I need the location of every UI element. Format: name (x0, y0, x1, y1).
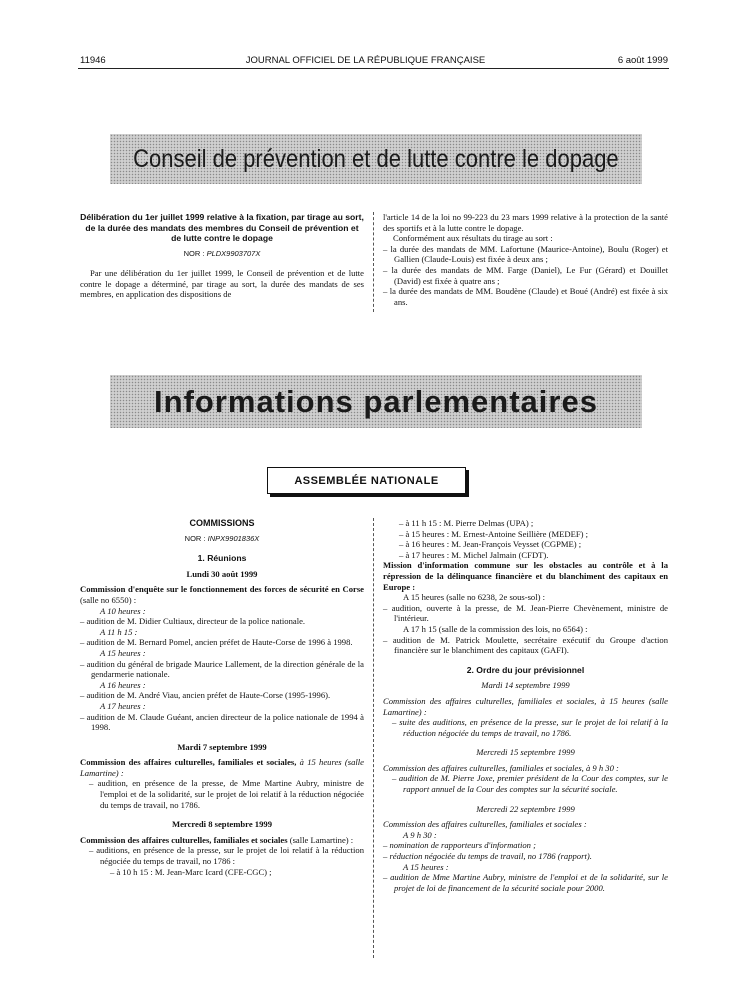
mission-time: A 17 h 15 (salle de la commission des lois, no 6564) : (403, 623, 588, 634)
commissions-nor (80, 534, 364, 545)
deliberation-continuation: l'article 14 de la loi no 99-223 du 23 mars 1999 relative à la protection de la santé des sportifs et à la lutte contre le dopage. (383, 212, 668, 233)
nor-value: INPX9901836X (207, 533, 260, 543)
audition-item: – audition de M. Claude Guéant, ancien directeur de la police nationale de 1994 à 1998. (80, 711, 364, 733)
audition-subitem: – à 10 h 15 : M. Jean-Marc Icard (CFE-CGC) ; (110, 866, 272, 877)
mardi-commission-title: Commission des affaires culturelles, familiales et sociales, (80, 757, 297, 768)
mardi-commission (80, 757, 364, 778)
tirage-intro: Conformément aux résultats du tirage au sort : (393, 233, 553, 244)
odj-item: – nomination de rapporteurs d'information ; (383, 840, 536, 851)
date-mardi: Mardi 7 septembre 1999 (177, 741, 267, 752)
time-slot: A 17 heures : (100, 700, 146, 711)
mission-item: – audition de M. Patrick Moulette, secrétaire exécutif du Groupe d'action financière sur le blanchiment des capitaux (GAFI). (383, 634, 668, 656)
mandate-item: – la durée des mandats de MM. Farge (Daniel), Le Fur (Gérard) et Douillet (David) est fixée à quatre ans ; (383, 264, 668, 286)
date-mercredi: Mercredi 8 septembre 1999 (172, 819, 272, 830)
odj-date: Mercredi 22 septembre 1999 (476, 803, 575, 814)
odj-item: – audition de Mme Martine Aubry, ministre de l'emploi et de la solidarité, sur le projet de loi de financement de la sécurité sociale pour 2000. (383, 872, 668, 893)
audition-item: – audition de M. André Viau, ancien préfet de Haute-Corse (1995-1996). (80, 690, 331, 701)
odj-time: A 15 heures : (403, 861, 449, 872)
journal-title: JOURNAL OFFICIEL DE LA RÉPUBLIQUE FRANÇAISE (245, 55, 486, 66)
column-separator (373, 518, 374, 958)
mandate-item: – la durée des mandats de MM. Boudène (Claude) et Boué (André) est fixée à six ans. (383, 286, 668, 307)
page-number: 11946 (80, 55, 106, 66)
header-rule (78, 68, 669, 69)
odj-commission: Commission des affaires culturelles, familiales et sociales, à 9 h 30 : (383, 762, 619, 773)
mercredi-commission-room: (salle Lamartine) : (287, 834, 354, 845)
audition-subitem: – à 11 h 15 : M. Pierre Delmas (UPA) ; (399, 518, 534, 528)
banner-informations-text: Informations parlementaires (154, 383, 598, 419)
mission-title: Mission d'information commune sur les obstacles au contrôle et à la répression de la délinquance financière et du blanchiment des capitaux en Europe : (383, 560, 668, 592)
audition-item: – auditions, en présence de la presse, sur le projet de loi relatif à la réduction négociée du temps de travail, no 1786 : (89, 845, 364, 867)
mandate-item: – la durée des mandats de MM. Lafortune (Maurice-Antoine), Boulu (Roger) et Gallien (Claude-Louis) est fixée à deux ans ; (383, 243, 668, 265)
audition-subitem: – à 16 heures : M. Jean-François Veysset (CGPME) ; (399, 539, 582, 550)
odj-time: A 9 h 30 : (403, 829, 437, 840)
mercredi-commission-title: Commission des affaires culturelles, familiales et sociales (80, 834, 288, 845)
commissions-title: COMMISSIONS (189, 518, 255, 528)
assemblee-box (267, 467, 466, 494)
enquete-commission (80, 584, 364, 605)
deliberation-paragraph: Par une délibération du 1er juillet 1999, le Conseil de prévention et de lutte contre le dopage a déterminé, par tirage au sort, la durée des mandats de ses membres, en application des dispositions de (80, 268, 364, 300)
odj-date: Mardi 14 septembre 1999 (481, 680, 570, 691)
time-slot: A 16 heures : (100, 679, 146, 690)
banner-conseil-text: Conseil de prévention et de lutte contre le dopage (133, 144, 619, 173)
audition-item: – audition du général de brigade Maurice Lallement, de la direction générale de la gendarmerie nationale. (80, 658, 364, 680)
assemblee-title: ASSEMBLÉE NATIONALE (294, 474, 439, 487)
odj-commission: Commission des affaires culturelles, familiales et sociales : (383, 819, 587, 830)
time-slot: A 10 heures : (100, 605, 146, 616)
mission-item: – audition, ouverte à la presse, de M. Jean-Pierre Chevènement, ministre de l'intérieur. (383, 602, 668, 624)
commissions-right-column (383, 518, 668, 893)
nor-line (80, 249, 364, 260)
conseil-right-column (383, 212, 668, 307)
conseil-left-column (80, 212, 364, 300)
time-slot: A 11 h 15 : (100, 626, 138, 637)
odj-item: – réduction négociée du temps de travail, no 1786 (rapport). (383, 851, 592, 862)
section-reunions: 1. Réunions (197, 553, 247, 564)
banner-informations (110, 375, 642, 428)
mardi-commission-room: à 15 heures (salle Lamartine) : (80, 757, 364, 778)
audition-subitem: – à 15 heures : M. Ernest-Antoine Seillière (MEDEF) ; (399, 528, 589, 539)
mercredi-commission (80, 835, 364, 846)
time-slot: A 15 heures : (100, 647, 146, 658)
audition-item: – audition, en présence de la presse, de Mme Martine Aubry, ministre de l'emploi et de la solidarité, sur le projet de loi relatif à la réduction négociée du temps de travail, no 1786. (89, 778, 364, 810)
nor-value: PLDX9903707X (206, 248, 261, 258)
nor-label: NOR : (184, 533, 206, 543)
enquete-room: (salle no 6550) : (80, 594, 137, 605)
nor-label: NOR : (183, 248, 205, 258)
odj-item: – audition de M. Pierre Joxe, premier président de la Cour des comptes, sur le rapport annuel de la Cour des comptes sur la sécurité sociale. (392, 773, 668, 795)
audition-subitem: – à 17 heures : M. Michel Jalmain (CFDT). (399, 549, 549, 560)
date-lundi: Lundi 30 août 1999 (186, 568, 258, 579)
mission-time: A 15 heures (salle no 6238, 2e sous-sol) : (403, 592, 546, 603)
commissions-left-column (80, 518, 364, 877)
audition-item: – audition de M. Didier Cultiaux, directeur de la police nationale. (80, 616, 306, 627)
banner-conseil (110, 134, 642, 184)
audition-item: – audition de M. Bernard Pomel, ancien préfet de Haute-Corse de 1996 à 1998. (80, 637, 353, 648)
odj-commission: Commission des affaires culturelles, familiales et sociales, à 15 heures (salle Lamartine) : (383, 695, 668, 717)
odj-date: Mercredi 15 septembre 1999 (476, 747, 575, 758)
issue-date: 6 août 1999 (617, 55, 668, 66)
odj-item: – suite des auditions, en présence de la presse, sur le projet de loi relatif à la réduction négociée du temps de travail, no 1786. (392, 717, 668, 738)
section-ordre-du-jour: 2. Ordre du jour prévisionnel (466, 664, 585, 675)
deliberation-title: Délibération du 1er juillet 1999 relative à la fixation, par tirage au sort, de la durée des mandats des membres du Conseil de prévention et de lutte contre le dopage (80, 212, 364, 243)
enquete-title: Commission d'enquête sur le fonctionnement des forces de sécurité en Corse (80, 584, 364, 595)
column-separator (373, 212, 374, 312)
